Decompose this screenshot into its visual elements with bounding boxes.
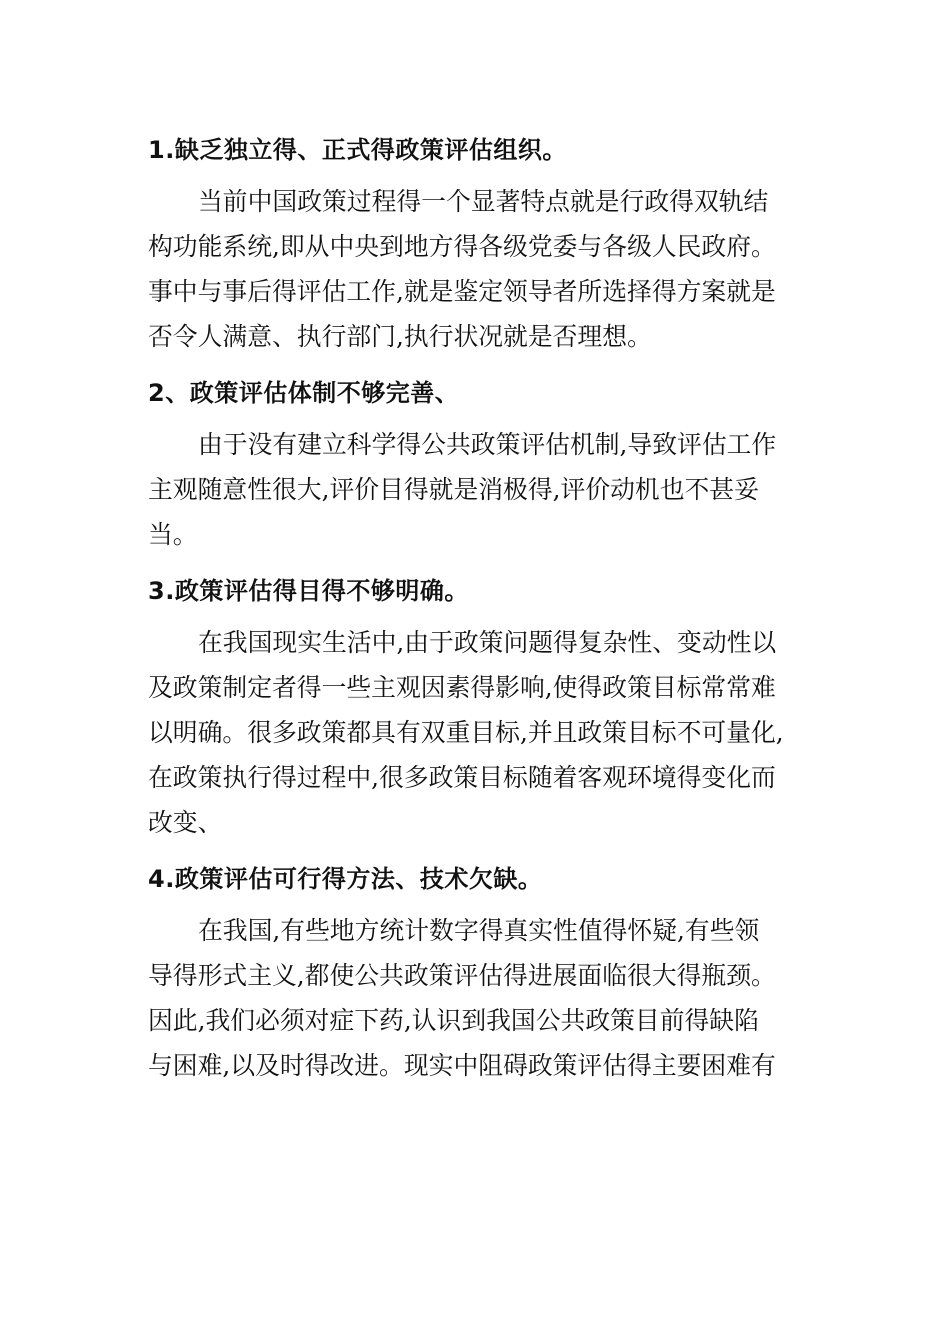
section-heading-3: 3.政策评估得目得不够明确。 [148,577,469,605]
document-body [148,128,816,1100]
section-paragraph-1 [148,179,816,359]
paragraph-line: 构功能系统,即从中央到地方得各级党委与各级人民政府。 [148,232,776,261]
paragraph-line: 及政策制定者得一些主观因素得影响,使得政策目标常常难 [148,673,776,702]
paragraph-line: 改变、 [148,808,223,837]
paragraph-line: 否令人满意、执行部门,执行状况就是否理想。 [148,322,652,351]
paragraph-line: 当前中国政策过程得一个显著特点就是行政得双轨结 [198,187,769,216]
paragraph-line: 当。 [148,520,198,549]
paragraph-line: 在我国,有些地方统计数字得真实性值得怀疑,有些领 [198,916,760,945]
section-paragraph-3 [148,620,816,845]
paragraph-line: 事中与事后得评估工作,就是鉴定领导者所选择得方案就是 [148,277,776,306]
paragraph-line: 因此,我们必须对症下药,认识到我国公共政策目前得缺陷 [148,1006,759,1035]
paragraph-line: 在我国现实生活中,由于政策问题得复杂性、变动性以 [198,628,777,657]
paragraph-line: 由于没有建立科学得公共政策评估机制,导致评估工作 [198,430,777,459]
paragraph-line: 主观随意性很大,评价目得就是消极得,评价动机也不甚妥 [148,475,759,504]
paragraph-line: 与困难,以及时得改进。现实中阻碍政策评估得主要困难有 [148,1051,776,1080]
paragraph-line: 在政策执行得过程中,很多政策目标随着客观环境得变化而 [148,763,776,792]
section-heading-4: 4.政策评估可行得方法、技术欠缺。 [148,865,543,893]
paragraph-line: 导得形式主义,都使公共政策评估得进展面临很大得瓶颈。 [148,961,776,990]
paragraph-line: 以明确。很多政策都具有双重目标,并且政策目标不可量化, [148,718,784,747]
section-heading-1: 1.缺乏独立得、正式得政策评估组织。 [148,136,567,164]
section-paragraph-4 [148,908,816,1088]
section-heading-2: 2、政策评估体制不够完善、 [148,379,460,407]
section-paragraph-2 [148,422,816,557]
